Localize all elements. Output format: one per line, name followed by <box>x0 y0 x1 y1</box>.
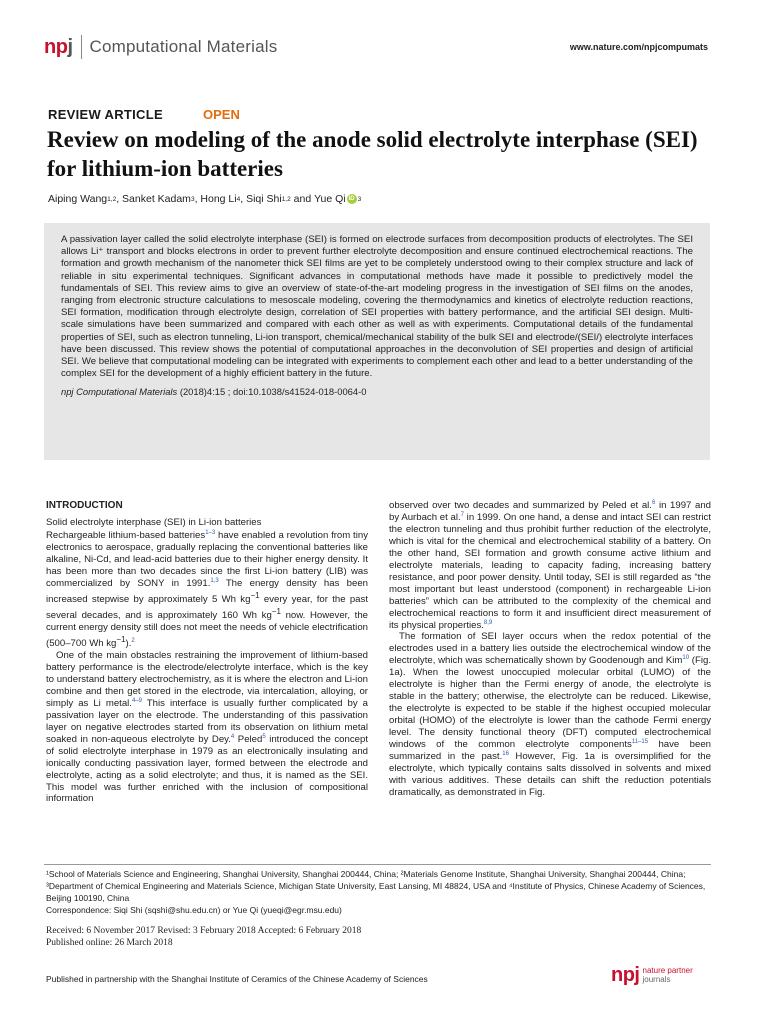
author-name[interactable]: Siqi Shi <box>246 193 282 205</box>
separator: , <box>116 193 123 205</box>
body-paragraph: The formation of SEI layer occurs when the redox potential of the electrodes used in a battery lies outside the electrochemical window of the electrolyte, which was schematically shown by Goodenough and Kim$^{10}$ (Fig. 1a). When the lowest unoccupied molecular orbital (LUMO) of the electrolyte is higher than the Fermi energy of anode, the electrolyte is stable in the battery; otherwise, the electrolyte can be reduced. Likewise, the electrolyte is expected to be stable if the highest occupied molecular orbital (HOMO) of the electrolyte is lower than the cathode Fermi energy level. The density functional theory (DFT) computed electrochemical windows of the common electrolyte components$^{11-15}$ have been summarized in the past.$^{16}$ However, Fig. 1a is oversimplified for the electrolyte, which typically contains salts dissolved in solvents and mixed with various additives. These details can shift the reduction potentials dramatically, as demonstrated in Fig. <box>389 631 711 798</box>
author-affiliation: 1,2 <box>107 195 117 203</box>
subsection-heading: Solid electrolyte interphase (SEI) in Li-ion batteries <box>46 516 262 528</box>
publication-dates <box>46 925 546 949</box>
author-name[interactable]: Hong Li <box>200 193 237 205</box>
column-right <box>389 500 711 799</box>
open-access-badge: OPEN <box>203 107 240 122</box>
correspondence[interactable]: Correspondence: Siqi Shi (sqshi@shu.edu.cn) or Yue Qi (yueqi@egr.msu.edu) <box>46 905 342 915</box>
column-left <box>46 500 368 805</box>
author-name[interactable]: Aiping Wang <box>48 193 108 205</box>
author-affiliation: 3 <box>190 195 195 203</box>
received-dates: Received: 6 November 2017 Revised: 3 February 2018 Accepted: 6 February 2018 <box>46 926 362 936</box>
author-affiliation: 4 <box>236 195 241 203</box>
body-paragraph: observed over two decades and summarized by Peled et al.$^6$ in 1997 and by Aurbach et al.$^7$ in 1999. On one hand, a dense and intact SEI can restrict the electron tunneling and thus prohibit further reduction of the electrolyte, which is vital for the chemical and electrochemical stability of a battery. On the other hand, SEI formation and growth consume active lithium and electrolyte materials, leading to capacity fading, increasing battery resistance, and poor power density. Until today, SEI is still regarded as “the most important but least understood (component) in rechargeable Li-ion batteries” which can be attributed to the complexity of the chemical and electrochemical reactions to form it and insufficient direct measurement of its physical properties.$^{8,9}$ <box>389 499 712 631</box>
partnership-note: Published in partnership with the Shanghai Institute of Ceramics of the Chinese Academy of Sciences <box>46 974 428 984</box>
affiliation-line: ¹School of Materials Science and Engineering, Shanghai University, Shanghai 200444, China; ²Materials Genome Institute, Shanghai University, Shanghai 200444, China; <box>46 869 686 879</box>
citation-journal: npj Computational Materials <box>61 386 178 398</box>
affiliation-line: ³Department of Chemical Engineering and Materials Science, Michigan State University, East Lansing, MI 48824, USA and ⁴Institute of Physics, Chinese Academy of Sciences, <box>46 881 706 891</box>
abstract-text: A passivation layer called the solid electrolyte interphase (SEI) is formed on electrode surfaces from decomposition products of electrolytes. The SEI allows Li⁺ transport and blocks electrons in order to prevent further electrolyte decomposition and ensure continued electrochemical reactions. The formation and growth mechanism of the nanometer thick SEI films are yet to be completely understood owing to their complex structure and lack of reliable in situ experimental techniques. Significant advances in computational methods have made it possible to predictively model the fundamentals of SEI. This review aims to give an overview of state-of-the-art modeling progress in the investigation of SEI films on the anodes, ranging from electronic structure calculations to mesoscale modeling, covering the thermodynamics and kinetics of electrolyte reduction reactions, SEI formation, modification through electrolyte design, correlation of SEI properties with battery performance, and the artificial SEI design. Multi-scale simulations have been summarized and compared with each other as well as with experiments. Computational details of the fundamental properties of SEI, such as electron tunneling, Li-ion transport, chemical/mechanical stability of the bulk SEI and electrode/(SEI/) electrolyte interfaces have been discussed. This review shows the potential of computational approaches in the deconvolution of SEI properties and design of artificial SEI. We believe that computational modeling can be integrated with experiments to complement each other and lead to a better understanding of the complex SEI for the development of a highly efficient battery in the future. <box>61 234 693 380</box>
journal-header <box>44 34 277 60</box>
separator: , <box>194 193 201 205</box>
published-date: Published online: 26 March 2018 <box>46 938 173 948</box>
affiliation-line: Beijing 100190, China <box>46 893 130 903</box>
journal-name: Computational Materials <box>89 37 278 56</box>
affiliations <box>46 868 714 916</box>
author-affiliation: 1,2 <box>281 195 291 203</box>
article-title: Review on modeling of the anode solid electrolyte interphase (SEI) for lithium-ion batteries <box>47 127 698 181</box>
orcid-icon[interactable]: iD <box>348 196 355 202</box>
article-type: REVIEW ARTICLE <box>48 107 163 122</box>
np-line2: journals <box>642 974 671 984</box>
npj-logo-small: npj <box>611 964 640 986</box>
body-paragraph: One of the main obstacles restraining the improvement of lithium-based battery performance is the electrode/electrolyte interface, which is the key to understand battery electrochemistry, as it is where the electron and Li-ion combine and then get stored in the electrode, via intercalation, alloying, or simply as Li metal.$^{4-9}$ This interface is usually further complicated by a passivation layer on the electrode. The understanding of this passivation layer on negative electrodes started from its observation on lithium metal soaked in non-aqueous electrolyte by Dey.$^4$ Peled$^5$ introduced the concept of solid electrolyte interphase in 1979 as an electronically insulating and ionically conducting passivation layer, formed between the electrode and electrolyte, acting as a solid electrolyte; and thus, it is named as the SEI. This model was further enriched with the inclusion of compositional information <box>46 650 369 805</box>
author-list <box>48 193 361 205</box>
separator: , <box>240 193 247 205</box>
abstract-box <box>44 223 710 460</box>
footer-divider <box>44 864 711 865</box>
and-word: and <box>293 193 312 205</box>
author-name[interactable]: Yue Qi <box>314 193 346 205</box>
author-name[interactable]: Sanket Kadam <box>122 193 191 205</box>
section-heading: INTRODUCTION <box>46 500 123 511</box>
header-divider <box>81 35 82 59</box>
np-line1: nature partner <box>642 966 693 975</box>
body-paragraph: Rechargeable lithium-based batteries$^{1-3}$ have enabled a revolution from tiny electronics to aerospace, gradually replacing the conventional batteries like alkaline, Ni-Cd, and lead-acid batteries due to their higher energy density. It has been more than two decades since the first Li-ion battery (LIB) was commercialized by SONY in 1991.$^{1,3}$ The energy density has been increased stepwise by approximately 5 Wh $kg^{-1}$ every year, for the past several decades, and is approximately 160 Wh $kg^{-1}$ now. However, the current energy density still does not meet the needs of vehicle electrification (500–700 Wh $kg^{-1}).^2$ <box>46 529 368 650</box>
author-affiliation: 3 <box>357 195 362 203</box>
logo-red: np <box>44 35 68 58</box>
citation-line <box>61 386 693 397</box>
npj-logo[interactable] <box>44 36 73 59</box>
nature-partner-text <box>643 967 693 984</box>
citation-doi[interactable]: (2018)4:15 ; doi:10.1038/s41524-018-0064-0 <box>177 386 367 398</box>
nature-partner-logo[interactable] <box>611 964 693 986</box>
journal-url[interactable]: www.nature.com/npjcompumats <box>569 42 708 52</box>
logo-gray: j <box>67 35 73 58</box>
